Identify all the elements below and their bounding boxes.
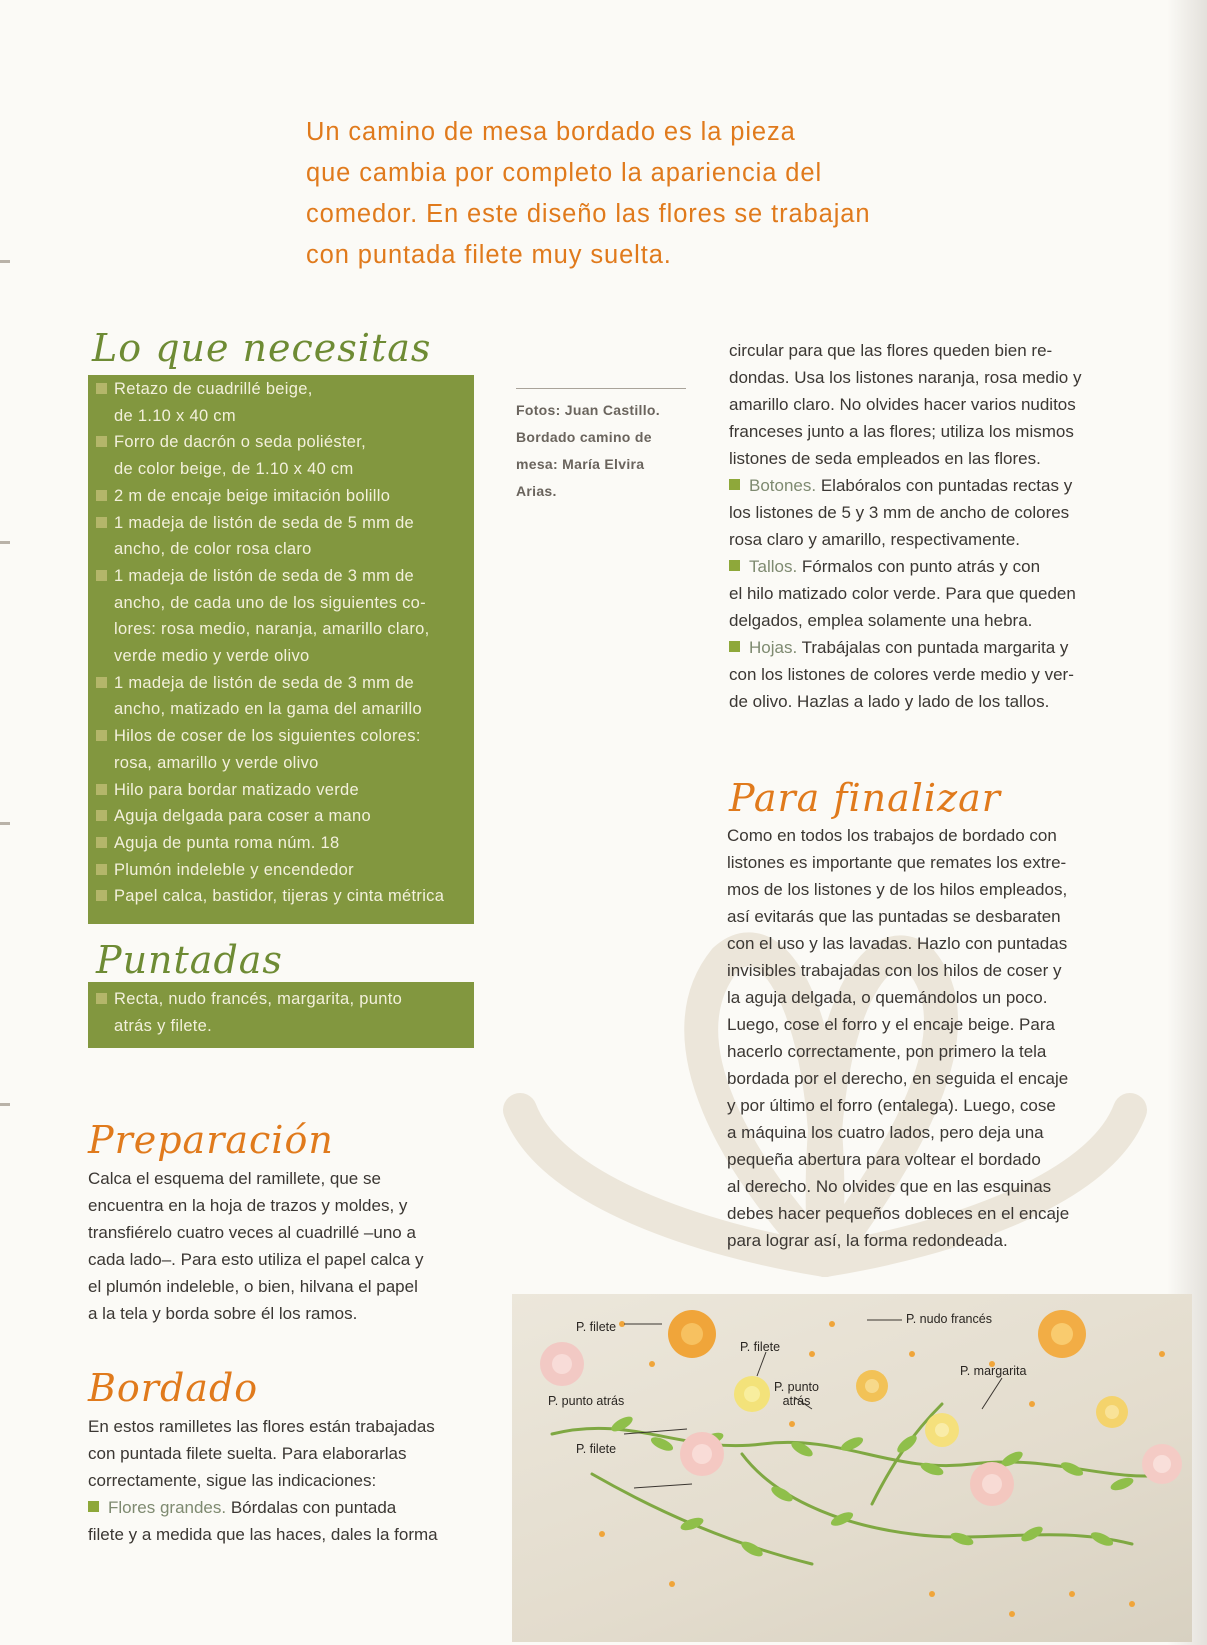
bordado-heading: Bordado — [88, 1366, 259, 1410]
text-line: transfiérelo cuatro veces al cuadrillé –uno a — [88, 1223, 416, 1242]
list-item — [88, 723, 474, 776]
label-line: atrás — [782, 1394, 811, 1408]
text-line: los listones de 5 y 3 mm de ancho de colores — [729, 503, 1070, 522]
text-line: y por último el forro (entalega). Luego, cose — [727, 1096, 1056, 1115]
list-item-line: Hilo para bordar matizado verde — [114, 780, 360, 799]
list-item-line: 1 madeja de listón de seda de 5 mm de — [114, 513, 415, 532]
text-line: filete y a medida que las haces, dales la forma — [88, 1525, 438, 1544]
text-line: Luego, cose el forro y el encaje beige. Para — [727, 1015, 1055, 1034]
text-fragment: Elabóralos con puntadas rectas y — [816, 476, 1073, 495]
list-item-line: 2 m de encaje beige imitación bolillo — [114, 486, 391, 505]
list-item-line: de color beige, de 1.10 x 40 cm — [114, 460, 354, 479]
list-item-line: Hilos de coser de los siguientes colores: — [114, 727, 421, 746]
bullet-square-icon — [729, 479, 740, 490]
list-item — [88, 563, 474, 670]
preparacion-heading: Preparación — [88, 1118, 334, 1162]
list-item — [88, 883, 474, 910]
binding-marks — [0, 260, 10, 1380]
text-line: encuentra en la hoja de trazos y moldes, y — [88, 1196, 408, 1215]
list-item-line: Forro de dacrón o seda poliéster, — [114, 433, 367, 452]
text-line: al derecho. No olvides que en las esquinas — [727, 1177, 1052, 1196]
list-item-line: rosa, amarillo y verde olivo — [114, 753, 319, 772]
botones-keyword: Botones. — [749, 476, 817, 495]
list-item — [88, 376, 474, 429]
text-line: la aguja delgada, o quemándolos un poco. — [727, 988, 1048, 1007]
list-item-line: ancho, de cada uno de los siguientes co- — [114, 593, 426, 612]
text-line: para lograr así, la forma redondeada. — [727, 1231, 1008, 1250]
list-item-line: 1 madeja de listón de seda de 3 mm de — [114, 673, 415, 692]
list-item-line: Papel calca, bastidor, tijeras y cinta métrica — [114, 887, 445, 906]
list-item — [88, 429, 474, 482]
intro-line: Un camino de mesa bordado es la pieza — [306, 118, 796, 146]
text-line: delgados, emplea solamente una hebra. — [729, 611, 1033, 630]
text-line: amarillo claro. No olvides hacer varios nuditos — [729, 395, 1076, 414]
label-punto-atras-mid — [774, 1380, 819, 1408]
text-line: hacerlo correctamente, pon primero la tela — [727, 1042, 1047, 1061]
text-line: Como en todos los trabajos de bordado con — [727, 826, 1057, 845]
bordado-text — [88, 1413, 473, 1548]
bullet-square-icon — [729, 560, 740, 571]
intro-line: que cambia por completo la apariencia del — [306, 159, 823, 187]
hojas-line — [729, 634, 1124, 661]
list-item — [88, 986, 474, 1039]
text-line: Calca el esquema del ramillete, que se — [88, 1169, 381, 1188]
text-fragment: Fórmalos con punto atrás y con — [797, 557, 1041, 576]
text-line: el hilo matizado color verde. Para que queden — [729, 584, 1076, 603]
embroidery-illustration — [512, 1294, 1192, 1642]
label-nudo-frances: P. nudo francés — [906, 1312, 992, 1326]
tallos-line — [729, 553, 1124, 580]
credits-line: Fotos: Juan Castillo. — [516, 402, 660, 418]
list-item — [88, 483, 474, 510]
list-item-line: Plumón indeleble y encendedor — [114, 860, 354, 879]
text-line: debes hacer pequeños dobleces en el encaje — [727, 1204, 1070, 1223]
bullet-square-icon — [88, 1501, 99, 1512]
intro-line: comedor. En este diseño las flores se trabajan — [306, 200, 871, 228]
list-item — [88, 857, 474, 884]
text-line: el plumón indeleble, o bien, hilvana el papel — [88, 1277, 418, 1296]
hojas-keyword: Hojas. — [749, 638, 798, 657]
text-line: de olivo. Hazlas a lado y lado de los tallos. — [729, 692, 1050, 711]
text-line: cada lado–. Para esto utiliza el papel calca y — [88, 1250, 424, 1269]
text-line: franceses junto a las flores; utiliza los mismos — [729, 422, 1074, 441]
list-item-line: Recta, nudo francés, margarita, punto — [114, 990, 403, 1008]
list-item-line: ancho, matizado en la gama del amarillo — [114, 700, 422, 719]
credits-line: Bordado camino de — [516, 429, 652, 445]
text-fragment: Trabájalas con puntada margarita y — [797, 638, 1069, 657]
finalizar-heading: Para finalizar — [729, 776, 1001, 820]
embroidery-photo — [512, 1294, 1192, 1642]
materials-list — [88, 376, 474, 910]
credits-line: Arias. — [516, 483, 557, 499]
list-item — [88, 777, 474, 804]
list-item-line: Retazo de cuadrillé beige, — [114, 380, 313, 398]
flores-keyword: Flores grandes. — [108, 1498, 227, 1517]
finalizar-text — [727, 822, 1127, 1254]
text-line: listones de seda empleados en las flores. — [729, 449, 1041, 468]
list-item-line: verde medio y verde olivo — [114, 647, 310, 666]
text-line: listones es importante que remates los extre- — [727, 853, 1067, 872]
text-line: mos de los listones y de los hilos empleados, — [727, 880, 1068, 899]
text-line: En estos ramilletes las flores están trabajadas — [88, 1417, 435, 1436]
stitches-list — [88, 986, 474, 1039]
list-item — [88, 803, 474, 830]
text-line: a máquina los cuatro lados, pero deja una — [727, 1123, 1044, 1142]
stitches-box — [88, 982, 474, 1048]
text-line: rosa claro y amarillo, respectivamente. — [729, 530, 1021, 549]
text-line: dondas. Usa los listones naranja, rosa medio y — [729, 368, 1082, 387]
list-item-line: Aguja delgada para coser a mano — [114, 807, 371, 826]
text-line: con los listones de colores verde medio y ver- — [729, 665, 1074, 684]
credits-line: mesa: María Elvira — [516, 456, 645, 472]
text-line: así evitarás que las puntadas se desbaraten — [727, 907, 1061, 926]
list-item — [88, 670, 474, 723]
tallos-keyword: Tallos. — [749, 557, 798, 576]
text-line: con el uso y las lavadas. Hazlo con puntadas — [727, 934, 1068, 953]
list-item — [88, 830, 474, 857]
list-item — [88, 510, 474, 563]
list-item-line: lores: rosa medio, naranja, amarillo claro, — [114, 620, 430, 639]
text-line: a la tela y borda sobre él los ramos. — [88, 1304, 358, 1323]
bullet-square-icon — [729, 641, 740, 652]
label-filete-1: P. filete — [576, 1320, 617, 1334]
preparacion-text — [88, 1165, 473, 1327]
text-line: pequeña abertura para voltear el bordado — [727, 1150, 1041, 1169]
list-item-line: atrás y filete. — [114, 1016, 213, 1035]
label-line: P. punto — [774, 1380, 819, 1394]
intro-paragraph — [306, 112, 926, 276]
right-column-text — [729, 337, 1124, 715]
list-item-line: de 1.10 x 40 cm — [114, 406, 236, 425]
text-fragment: Bórdalas con puntada — [226, 1498, 397, 1517]
intro-line: con puntada filete muy suelta. — [306, 241, 672, 269]
stitches-heading: Puntadas — [96, 938, 283, 982]
list-item-line: ancho, de color rosa claro — [114, 540, 312, 559]
botones-line — [729, 472, 1124, 499]
photo-credits — [516, 388, 686, 505]
label-filete-3: P. filete — [576, 1442, 617, 1456]
text-line: invisibles trabajadas con los hilos de coser y — [727, 961, 1062, 980]
label-filete-2: P. filete — [740, 1340, 781, 1354]
text-line: circular para que las flores queden bien re- — [729, 341, 1053, 360]
text-line: bordada por el derecho, en seguida el encaje — [727, 1069, 1069, 1088]
text-line: correctamente, sigue las indicaciones: — [88, 1471, 377, 1490]
list-item-line: Aguja de punta roma núm. 18 — [114, 833, 340, 852]
label-margarita: P. margarita — [960, 1364, 1027, 1378]
flores-line — [88, 1494, 473, 1521]
materials-heading: Lo que necesitas — [92, 326, 432, 370]
materials-box — [88, 375, 474, 924]
list-item-line: 1 madeja de listón de seda de 3 mm de — [114, 566, 415, 585]
text-line: con puntada filete suelta. Para elaborarlas — [88, 1444, 407, 1463]
label-punto-atras-left: P. punto atrás — [548, 1394, 625, 1408]
